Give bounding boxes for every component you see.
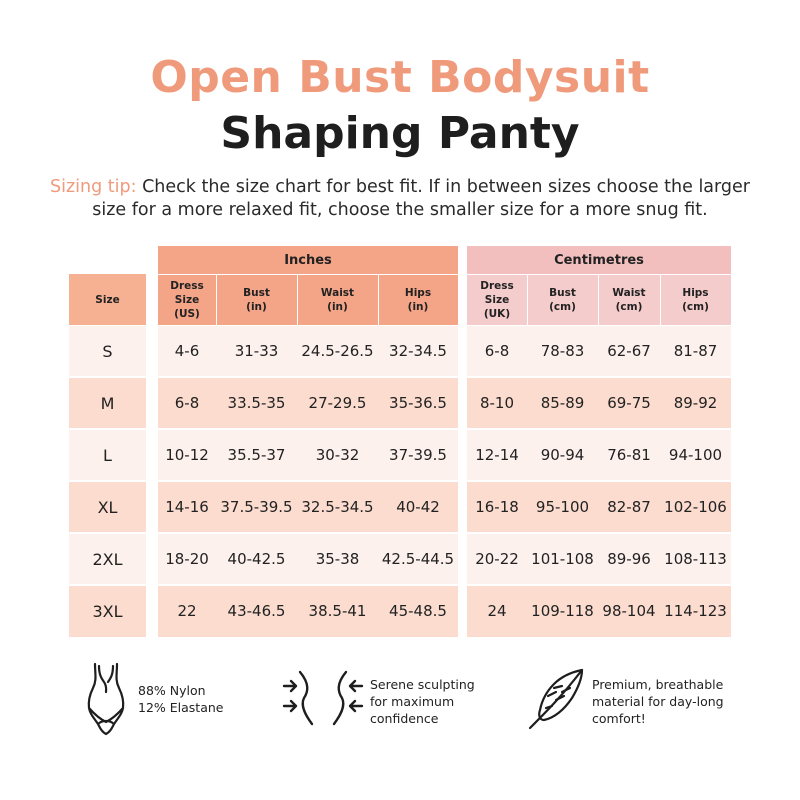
header-divider (69, 325, 731, 326)
inches-column-1-label-line-1: Bust (243, 286, 270, 299)
centimetres-value-cell: 62-67 (598, 325, 660, 377)
row-divider (69, 584, 731, 586)
inches-value-cell: 4-6 (158, 325, 216, 377)
inches-column-2-label (321, 286, 354, 314)
inches-value-cell: 24.5-26.5 (297, 325, 378, 377)
centimetres-value-cell: 16-18 (467, 481, 527, 533)
centimetres-column-header (660, 274, 731, 325)
feature-sculpt-line-1: Serene sculpting (370, 677, 475, 692)
inches-value-cell: 27-29.5 (297, 377, 378, 429)
inches-value-cell: 42.5-44.5 (378, 533, 458, 585)
centimetres-value-cell: 6-8 (467, 325, 527, 377)
centimetres-value-cell: 109-118 (527, 585, 598, 637)
inches-column-header (378, 274, 458, 325)
feature-material-line-3: comfort! (592, 711, 646, 726)
centimetres-column-1-label (549, 286, 576, 314)
row-divider (69, 532, 731, 534)
inches-column-header (158, 274, 216, 325)
inches-value-cell: 45-48.5 (378, 585, 458, 637)
centimetres-value-cell: 108-113 (660, 533, 731, 585)
centimetres-column-0-label-line-2: (UK) (483, 307, 511, 320)
sizing-tip-text-2: size for a more relaxed fit, choose the smaller size for a more snug fit. (92, 200, 708, 220)
feature-fabric-line-1: 88% Nylon (138, 683, 206, 698)
centimetres-column-header (598, 274, 660, 325)
size-cell: XL (69, 481, 146, 533)
inches-column-0-label-line-2: (US) (174, 307, 200, 320)
centimetres-value-cell: 78-83 (527, 325, 598, 377)
inches-column-3-label-line-1: Hips (404, 286, 432, 299)
column-divider (598, 274, 599, 325)
column-divider (378, 274, 379, 325)
column-divider (216, 274, 217, 325)
centimetres-value-cell: 94-100 (660, 429, 731, 481)
size-cell: M (69, 377, 146, 429)
inches-value-cell: 32.5-34.5 (297, 481, 378, 533)
title-line-2: Shaping Panty (220, 108, 580, 159)
centimetres-value-cell: 24 (467, 585, 527, 637)
inches-value-cell: 10-12 (158, 429, 216, 481)
centimetres-column-2-label-line-2: (cm) (615, 300, 643, 313)
centimetres-value-cell: 81-87 (660, 325, 731, 377)
inches-value-cell: 14-16 (158, 481, 216, 533)
sizing-tip (40, 176, 760, 222)
size-cell: S (69, 325, 146, 377)
centimetres-column-0-label (467, 279, 527, 321)
centimetres-value-cell: 76-81 (598, 429, 660, 481)
sculpt-arrows-icon (280, 668, 366, 728)
centimetres-value-cell: 89-96 (598, 533, 660, 585)
inches-column-1-label-line-2: (in) (246, 300, 267, 313)
feature-material-line-1: Premium, breathable (592, 677, 724, 692)
centimetres-column-2-label (612, 286, 645, 314)
centimetres-value-cell: 82-87 (598, 481, 660, 533)
inches-value-cell: 33.5-35 (216, 377, 297, 429)
inches-value-cell: 6-8 (158, 377, 216, 429)
inches-value-cell: 38.5-41 (297, 585, 378, 637)
centimetres-column-1-label-line-1: Bust (549, 286, 576, 299)
size-cell: 2XL (69, 533, 146, 585)
centimetres-column-2-label-line-1: Waist (612, 286, 646, 299)
inches-value-cell: 22 (158, 585, 216, 637)
centimetres-column-0-label-line-1: Dress Size (480, 279, 514, 306)
centimetres-value-cell: 114-123 (660, 585, 731, 637)
centimetres-value-cell: 95-100 (527, 481, 598, 533)
inches-value-cell: 43-46.5 (216, 585, 297, 637)
inches-column-1-label (243, 286, 270, 314)
group-header-divider (467, 274, 731, 275)
size-cell: L (69, 429, 146, 481)
inches-value-cell: 37.5-39.5 (216, 481, 297, 533)
column-divider (297, 274, 298, 325)
inches-value-cell: 32-34.5 (378, 325, 458, 377)
inches-value-cell: 40-42.5 (216, 533, 297, 585)
centimetres-value-cell: 12-14 (467, 429, 527, 481)
inches-value-cell: 35-36.5 (378, 377, 458, 429)
feature-sculpt-line-2: for maximum (370, 694, 455, 709)
size-cell: 3XL (69, 585, 146, 637)
group-header-divider (158, 274, 458, 275)
inches-column-3-label-line-2: (in) (407, 300, 429, 313)
size-column-header: Size (69, 274, 146, 325)
feature-sculpt-text (370, 676, 475, 727)
centimetres-value-cell: 20-22 (467, 533, 527, 585)
centimetres-value-cell: 90-94 (527, 429, 598, 481)
inches-value-cell: 30-32 (297, 429, 378, 481)
feature-material-line-2: material for day-long (592, 694, 724, 709)
inches-value-cell: 35-38 (297, 533, 378, 585)
inches-column-2-label-line-1: Waist (320, 286, 355, 299)
inches-column-0-label-line-1: Dress Size (170, 279, 204, 306)
column-divider (527, 274, 528, 325)
inches-value-cell: 37-39.5 (378, 429, 458, 481)
row-divider (69, 480, 731, 482)
centimetres-column-3-label (682, 286, 709, 314)
inches-column-2-label-line-2: (in) (327, 300, 348, 313)
feature-material-text (592, 676, 724, 727)
inches-header: Inches (158, 246, 458, 274)
inches-column-0-label (158, 279, 216, 321)
feature-fabric-text (138, 682, 223, 716)
centimetres-header: Centimetres (467, 246, 731, 274)
centimetres-value-cell: 69-75 (598, 377, 660, 429)
centimetres-column-header (527, 274, 598, 325)
inches-value-cell: 31-33 (216, 325, 297, 377)
row-divider (69, 428, 731, 430)
centimetres-column-3-label-line-1: Hips (682, 286, 709, 299)
centimetres-value-cell: 102-106 (660, 481, 731, 533)
centimetres-column-1-label-line-2: (cm) (549, 300, 576, 313)
inches-value-cell: 40-42 (378, 481, 458, 533)
centimetres-value-cell: 85-89 (527, 377, 598, 429)
centimetres-value-cell: 98-104 (598, 585, 660, 637)
feature-fabric-line-2: 12% Elastane (138, 700, 224, 715)
centimetres-column-header (467, 274, 527, 325)
centimetres-value-cell: 8-10 (467, 377, 527, 429)
sizing-tip-label: Sizing tip: (49, 177, 137, 197)
bodysuit-icon (80, 660, 132, 738)
column-divider (660, 274, 661, 325)
row-divider (69, 376, 731, 378)
sizing-tip-text-1: Check the size chart for best fit. If in between sizes choose the larger (136, 177, 750, 197)
centimetres-value-cell: 89-92 (660, 377, 731, 429)
inches-column-3-label (405, 286, 431, 314)
feather-icon (526, 666, 588, 732)
inches-column-header (216, 274, 297, 325)
inches-column-header (297, 274, 378, 325)
inches-value-cell: 18-20 (158, 533, 216, 585)
centimetres-value-cell: 101-108 (527, 533, 598, 585)
inches-value-cell: 35.5-37 (216, 429, 297, 481)
title-line-1: Open Bust Bodysuit (150, 52, 650, 103)
centimetres-column-3-label-line-2: (cm) (682, 300, 709, 313)
feature-sculpt-line-3: confidence (370, 711, 439, 726)
